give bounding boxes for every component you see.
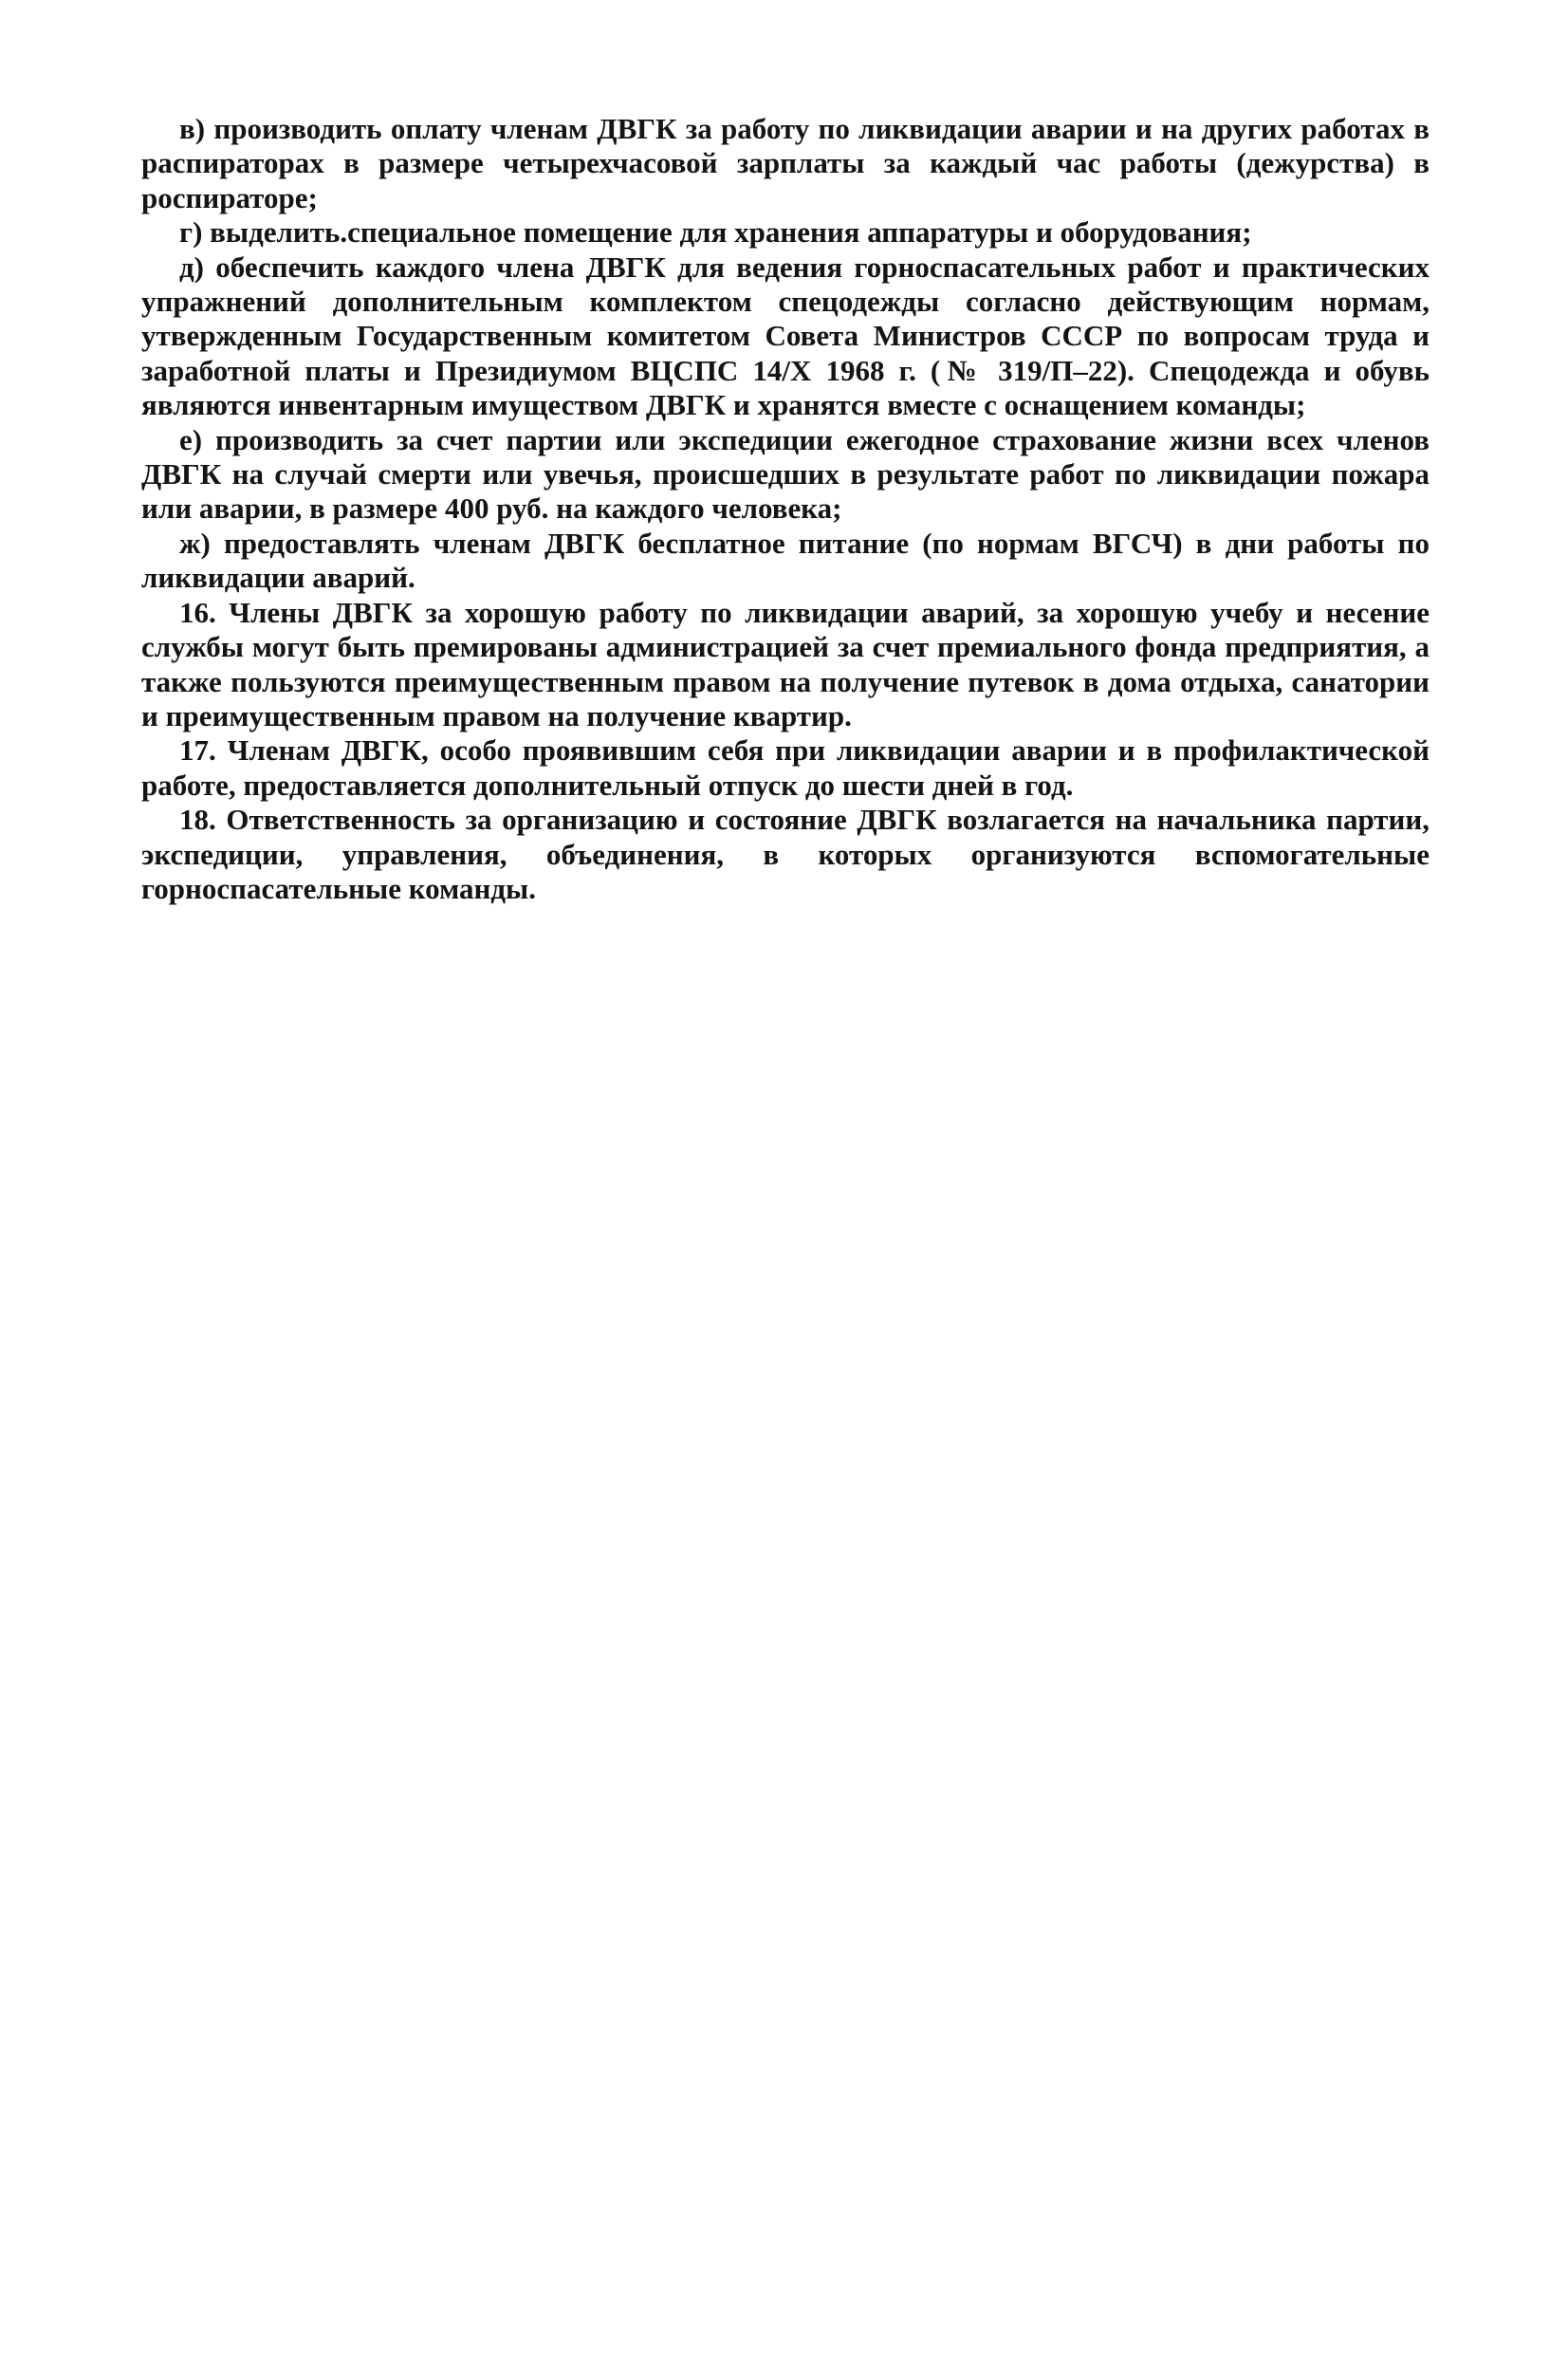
paragraph-v: в) производить оплату членам ДВГК за работу по ликвидации аварии и на других работах в распираторах в размере четырехчасовой зарплаты за каждый час работы (дежурства) в роспираторе; xyxy=(141,112,1430,214)
paragraph-g: г) выделить.специальное помещение для хранения аппаратуры и оборудования; xyxy=(179,215,1252,250)
paragraph-18: 18. Ответственность за организацию и состояние ДВГК возлагается на начальника партии, экспедиции, управления, объединения, в которых организуются вспомогательные горноспасательные команды. xyxy=(141,803,1430,905)
paragraph-zh: ж) предоставлять членам ДВГК бесплатное питание (по нормам ВГСЧ) в дни работы по ликвидации аварий. xyxy=(141,526,1430,595)
document-body xyxy=(141,112,1430,906)
paragraph-16: 16. Члены ДВГК за хорошую работу по ликвидации аварий, за хорошую учебу и несение службы могут быть премированы администрацией за счет премиального фонда предприятия, а также пользуются преимущественным правом на получение путевок в дома отдыха, санатории и преимущественным правом на получение квартир. xyxy=(141,595,1430,732)
paragraph-17: 17. Членам ДВГК, особо проявившим себя при ликвидации аварии и в профилактической работе, предоставляется дополнительный отпуск до шести дней в год. xyxy=(141,733,1430,802)
paragraph-e: е) производить за счет партии или экспедиции ежегодное страхование жизни всех членов ДВГК на случай смерти или увечья, происшедших в результате работ по ликвидации пожара или аварии, в размере 400 руб. на каждого человека; xyxy=(141,422,1430,526)
paragraph-d: д) обеспечить каждого члена ДВГК для ведения горноспасательных работ и практических упражнений дополнительным комплектом спецодежды согласно действующим нормам, утвержденным Государственным комитетом Совета Министров СССР по вопросам труда и заработной платы и Президиумом ВЦСПС 14/X 1968 г. (№ 319/П–22). Спецодежда и обувь являются инвентарным имуществом ДВГК и хранятся вместе с оснащением команды; xyxy=(141,250,1430,422)
